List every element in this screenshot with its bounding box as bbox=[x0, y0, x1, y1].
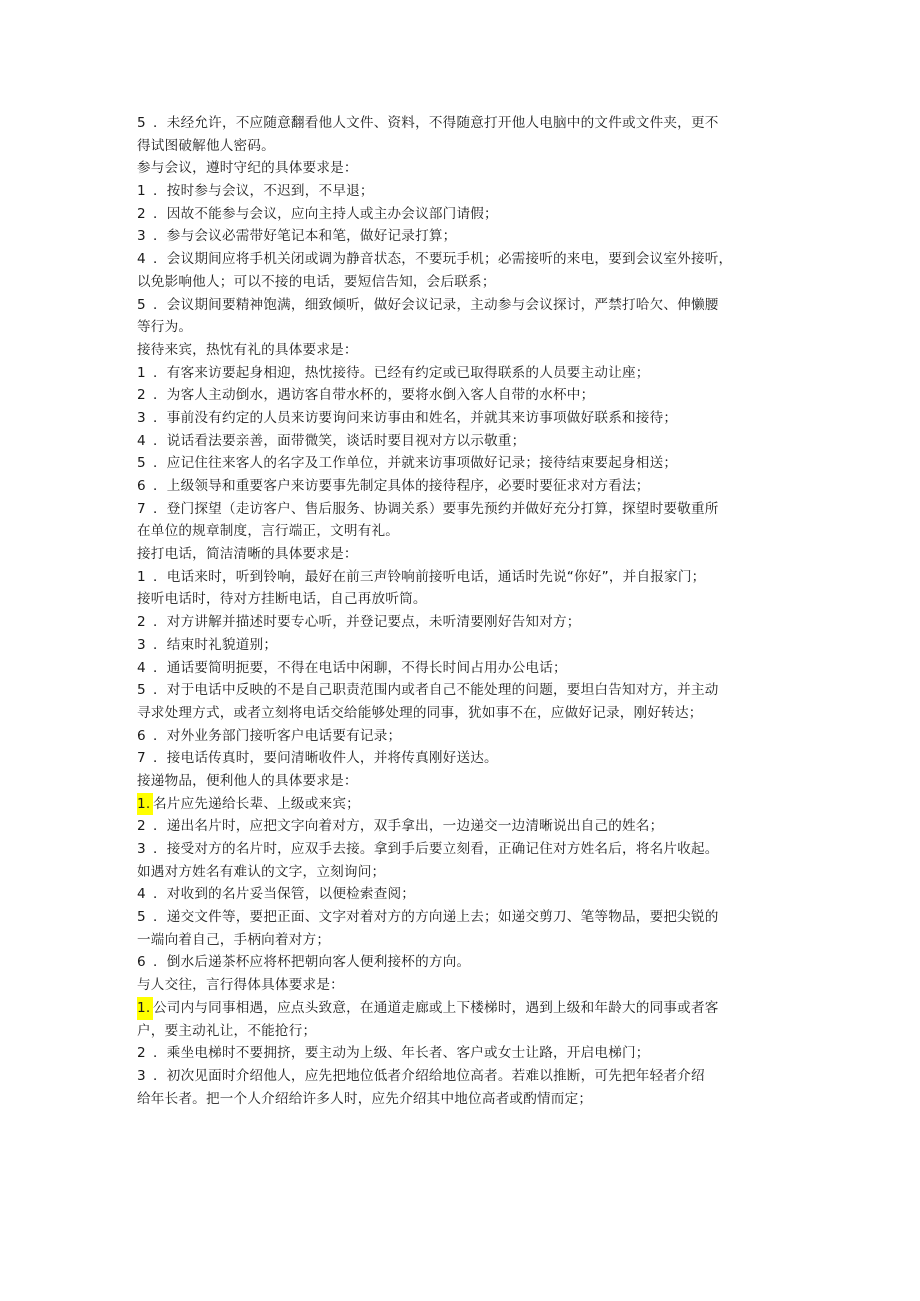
list-number: 1 bbox=[137, 568, 146, 585]
list-number: 5 bbox=[137, 909, 146, 926]
text-line bbox=[137, 316, 787, 339]
list-number: 4 bbox=[137, 432, 146, 449]
line-text: ．应记住往来客人的名字及工作单位，并就来访事项做好记录；接待结束要起身相送； bbox=[153, 455, 678, 472]
text-line bbox=[137, 112, 787, 135]
text-line bbox=[137, 271, 787, 294]
text-line bbox=[137, 452, 787, 475]
text-line bbox=[137, 294, 787, 317]
text-line bbox=[137, 929, 787, 952]
line-text: ．事前没有约定的人员来访要询问来访事由和姓名，并就其来访事项做好联系和接待； bbox=[153, 409, 678, 426]
text-line bbox=[137, 225, 787, 248]
text-line bbox=[137, 974, 787, 997]
line-text: ．倒水后递茶杯应将杯把朝向客人便利接杯的方向。 bbox=[153, 954, 471, 971]
list-number: 5 bbox=[137, 115, 146, 131]
text-line bbox=[137, 657, 787, 680]
text-line bbox=[137, 815, 787, 838]
list-number: 2 bbox=[137, 818, 146, 835]
text-line bbox=[137, 793, 787, 816]
list-number: 2 bbox=[137, 614, 146, 631]
line-text: ．接电话传真时，要问清晰收件人，并将传真刚好送达。 bbox=[153, 750, 498, 767]
text-line bbox=[137, 566, 787, 589]
line-text: 接听电话时，待对方挂断电话，自己再放听筒。 bbox=[137, 591, 427, 608]
line-text: ．因故不能参与会议，应向主持人或主办会议部门请假； bbox=[153, 205, 498, 222]
text-line bbox=[137, 180, 787, 203]
line-text: 以免影响他人；可以不接的电话，要短信告知，会后联系； bbox=[137, 273, 496, 290]
line-text: 一端向着自己，手柄向着对方； bbox=[137, 931, 331, 948]
line-text: ．对外业务部门接听客户电话要有记录； bbox=[153, 727, 402, 744]
line-text: 公司内与同事相遇，应点头致意，在通道走廊或上下楼梯时，遇到上级和年龄大的同事或者客 bbox=[153, 999, 719, 1016]
line-text: ．参与会议必需带好笔记本和笔，做好记录打算； bbox=[153, 228, 457, 245]
list-number: 2 bbox=[137, 1045, 146, 1062]
text-line bbox=[137, 1065, 787, 1088]
list-number: 2 bbox=[137, 205, 146, 222]
document-body bbox=[137, 112, 787, 1110]
text-line bbox=[137, 1042, 787, 1065]
list-number: 2 bbox=[137, 387, 146, 404]
list-number: 3 bbox=[137, 228, 146, 245]
list-number: 6 bbox=[137, 954, 146, 971]
list-number: 3 bbox=[137, 841, 146, 857]
list-number: 4 bbox=[137, 886, 146, 903]
text-line bbox=[137, 634, 787, 657]
text-line bbox=[137, 157, 787, 180]
line-text: ．对方讲解并描述时要专心听，并登记要点，未听清要刚好告知对方； bbox=[153, 614, 581, 631]
list-number: 1. bbox=[137, 997, 153, 1020]
line-text: ．初次见面时介绍他人，应先把地位低者介绍给地位高者。若难以推断，可先把年轻者介绍 bbox=[153, 1067, 705, 1084]
line-text: 名片应先递给长辈、上级或来宾； bbox=[153, 795, 360, 812]
text-line bbox=[137, 951, 787, 974]
line-text: 参与会议，遵时守纪的具体要求是： bbox=[137, 160, 358, 177]
text-line bbox=[137, 588, 787, 611]
text-line bbox=[137, 611, 787, 634]
line-text: ．说话看法要亲善，面带微笑，谈话时要目视对方以示敬重； bbox=[153, 432, 526, 449]
line-text: ．未经允许，不应随意翻看他人文件、资料，不得随意打开他人电脑中的文件或文件夹，更不 bbox=[153, 115, 719, 131]
text-line bbox=[137, 747, 787, 770]
line-text: 户，要主动礼让，不能抢行； bbox=[137, 1022, 317, 1039]
text-line bbox=[137, 1020, 787, 1043]
line-text: ．递交文件等，要把正面、文字对着对方的方向递上去；如递交剪刀、笔等物品，要把尖锐的 bbox=[153, 909, 719, 926]
line-text: 在单位的规章制度，言行端正，文明有礼。 bbox=[137, 523, 400, 540]
line-text: ．按时参与会议，不迟到，不早退； bbox=[153, 183, 374, 200]
list-number: 3 bbox=[137, 409, 146, 426]
list-number: 6 bbox=[137, 727, 146, 744]
list-number: 5 bbox=[137, 296, 146, 313]
line-text: ．会议期间应将手机关闭或调为静音状态，不要玩手机；必需接听的来电，要到会议室外接听， bbox=[153, 251, 733, 268]
list-number: 1. bbox=[137, 793, 153, 816]
text-line bbox=[137, 339, 787, 362]
list-number: 1 bbox=[137, 364, 146, 381]
line-text: ．对于电话中反映的不是自己职责范围内或者自己不能处理的问题，要坦白告知对方，并主动 bbox=[153, 682, 719, 699]
line-text: ．会议期间要精神饱满，细致倾听，做好会议记录，主动参与会议探讨，严禁打哈欠、伸懒腰 bbox=[153, 296, 719, 313]
list-number: 7 bbox=[137, 500, 146, 517]
line-text: ．结束时礼貌道别； bbox=[153, 636, 278, 653]
text-line bbox=[137, 430, 787, 453]
text-line bbox=[137, 1088, 787, 1111]
line-text: ．接受对方的名片时，应双手去接。拿到手后要立刻看，正确记住对方姓名后，将名片收起。 bbox=[153, 841, 719, 857]
text-line bbox=[137, 407, 787, 430]
line-text: 给年长者。把一个人介绍给许多人时，应先介绍其中地位高者或酌情而定； bbox=[137, 1090, 593, 1107]
text-line bbox=[137, 498, 787, 521]
text-line bbox=[137, 725, 787, 748]
line-text: 等行为。 bbox=[137, 319, 193, 336]
line-text: 接待来宾，热忱有礼的具体要求是： bbox=[137, 341, 358, 358]
text-line bbox=[137, 543, 787, 566]
line-text: ．有客来访要起身相迎，热忱接待。已经有约定或已取得联系的人员要主动让座； bbox=[153, 364, 650, 381]
line-text: ．递出名片时，应把文字向着对方，双手拿出，一边递交一边清晰说出自己的姓名； bbox=[153, 818, 664, 835]
list-number: 3 bbox=[137, 1067, 146, 1084]
line-text: 与人交往，言行得体具体要求是： bbox=[137, 977, 344, 994]
line-text: 如遇对方姓名有难认的文字，立刻询问； bbox=[137, 863, 386, 880]
text-line bbox=[137, 203, 787, 226]
text-line bbox=[137, 679, 787, 702]
list-number: 5 bbox=[137, 682, 146, 699]
list-number: 4 bbox=[137, 251, 146, 268]
text-line bbox=[137, 362, 787, 385]
list-number: 7 bbox=[137, 750, 146, 767]
text-line bbox=[137, 475, 787, 498]
text-line bbox=[137, 997, 787, 1020]
text-line bbox=[137, 883, 787, 906]
text-line bbox=[137, 248, 787, 271]
text-line bbox=[137, 838, 787, 861]
text-line bbox=[137, 702, 787, 725]
line-text: 接打电话，简洁清晰的具体要求是： bbox=[137, 546, 358, 563]
text-line bbox=[137, 135, 787, 158]
line-text: ．通话要简明扼要，不得在电话中闲聊，不得长时间占用办公电话； bbox=[153, 659, 567, 676]
line-text: 接递物品，便利他人的具体要求是： bbox=[137, 772, 358, 789]
list-number: 1 bbox=[137, 183, 146, 200]
text-line bbox=[137, 861, 787, 884]
list-number: 3 bbox=[137, 636, 146, 653]
list-number: 6 bbox=[137, 478, 146, 494]
list-number: 5 bbox=[137, 455, 146, 472]
line-text: ．电话来时，听到铃响，最好在前三声铃响前接听电话，通话时先说“你好”，并自报家门； bbox=[153, 568, 706, 585]
line-text: ．登门探望（走访客户、售后服务、协调关系）要事先预约并做好充分打算，探望时要敬重所 bbox=[153, 500, 719, 517]
text-line bbox=[137, 520, 787, 543]
line-text: ．对收到的名片妥当保管，以便检索查阅； bbox=[153, 886, 416, 903]
line-text: 得试图破解他人密码。 bbox=[137, 137, 275, 154]
text-line bbox=[137, 384, 787, 407]
text-line bbox=[137, 770, 787, 793]
list-number: 4 bbox=[137, 659, 146, 676]
line-text: ．乘坐电梯时不要拥挤，要主动为上级、年长者、客户或女士让路，开启电梯门； bbox=[153, 1045, 650, 1062]
line-text: 寻求处理方式，或者立刻将电话交给能够处理的同事，犹如事不在，应做好记录，刚好转达； bbox=[137, 704, 703, 721]
line-text: ．上级领导和重要客户来访要事先制定具体的接待程序，必要时要征求对方看法； bbox=[153, 478, 650, 494]
line-text: ．为客人主动倒水，遇访客自带水杯的，要将水倒入客人自带的水杯中； bbox=[153, 387, 595, 404]
text-line bbox=[137, 906, 787, 929]
